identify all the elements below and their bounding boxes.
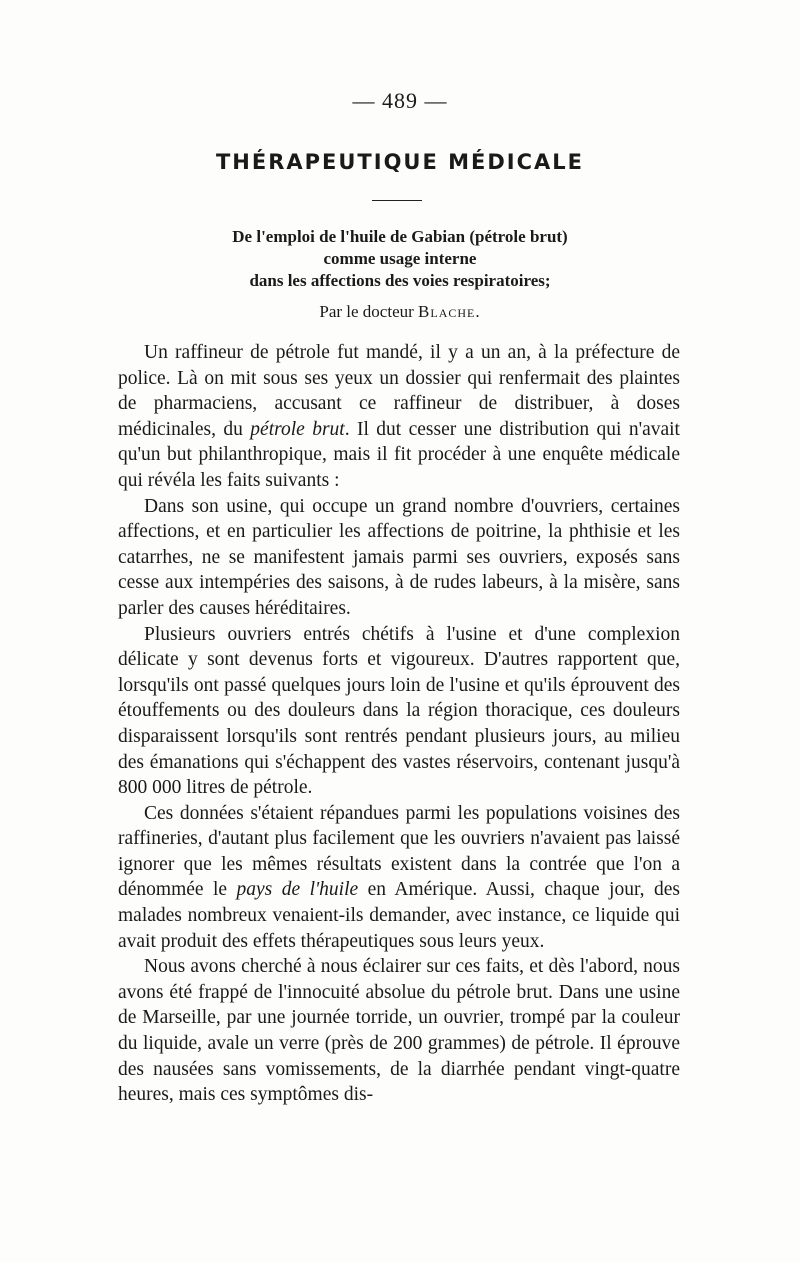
paragraph-3-text: Plusieurs ouvriers entrés chétifs à l'usine et d'une complexion délicate y sont devenus forts et vigoureux. D'autres rapportent que, lorsqu'ils ont passé quelques jours loin de l'usine et qu'ils éprouvent des étouffements ou des douleurs dans la région thoracique, ces douleurs disparaissent lorsqu'ils sont rentrés pendant plusieurs jours, au milieu des émanations qui s'échappent des vastes réservoirs, contenant jusqu'à 800 000 litres de pétrole. <box>118 623 680 799</box>
author-prefix: Par le docteur <box>319 302 419 321</box>
paragraph-3 <box>118 622 680 801</box>
paragraph-4-italic: pays de l'huile <box>236 879 359 901</box>
article-title-line-1: De l'emploi de l'huile de Gabian (pétrole brut) <box>232 227 568 246</box>
article-title-line-3: dans les affections des voies respiratoires; <box>249 271 551 290</box>
author-name: Blache. <box>418 302 481 321</box>
article-body <box>118 340 680 1108</box>
paragraph-1 <box>118 340 680 494</box>
author-line <box>0 302 800 322</box>
paragraph-2-text: Dans son usine, qui occupe un grand nombre d'ouvriers, certaines affections, et en particulier les affections de poitrine, la phthisie et les catarrhes, ne se manifestent jamais parmi ses ouvriers, exposés sans cesse aux intempéries des saisons, à de rudes labeurs, à la misère, sans parler des causes héréditaires. <box>118 495 680 619</box>
paragraph-2 <box>118 494 680 622</box>
paragraph-4-text-a: Ces données s'étaient répandues parmi les populations voisines des raffineries, d'autant plus facilement que les ouvriers n'avaient pas laissé ignorer que les mêmes résultats existent dans la contrée que l'on a dénommée le <box>118 802 680 901</box>
paragraph-5 <box>118 954 680 1108</box>
paragraph-5-text: Nous avons cherché à nous éclairer sur ces faits, et dès l'abord, nous avons été frappé de l'innocuité absolue du pétrole brut. Dans une usine de Marseille, par une journée torride, un ouvrier, trompé par la couleur du liquide, avale un verre (près de 200 grammes) de pétrole. Il éprouve des nausées sans vomissements, de la diarrhée pendant vingt-quatre heures, mais ces symptômes dis- <box>118 956 680 1106</box>
paragraph-1-italic: pétrole brut <box>250 418 345 440</box>
paragraph-4-text-c: en Amérique. Aussi, chaque jour, des malades nombreux venaient-ils demander, avec instance, ce liquide qui avait produit des effets thérapeutiques sous leurs yeux. <box>118 879 680 952</box>
page-number: — 489 — <box>352 88 448 113</box>
paragraph-1-text-a: Un raffineur de pétrole fut mandé, il y a un an, à la préfecture de police. Là on mit sous ses yeux un dossier qui renfermait des plaintes de pharmaciens, accusant ce raffineur de distribuer, à doses médicinales, du <box>118 342 680 440</box>
section-title: THÉRAPEUTIQUE MÉDICALE <box>215 150 585 174</box>
article-title-line-2: comme usage interne <box>323 249 477 268</box>
paragraph-1-text-c: . Il dut cesser une distribution qui n'avait qu'un but philanthropique, mais il fit procéder à une enquête médicale qui révéla les faits suivants : <box>118 418 680 491</box>
paragraph-4 <box>118 801 680 955</box>
title-divider <box>372 200 422 201</box>
article-title <box>0 226 800 292</box>
